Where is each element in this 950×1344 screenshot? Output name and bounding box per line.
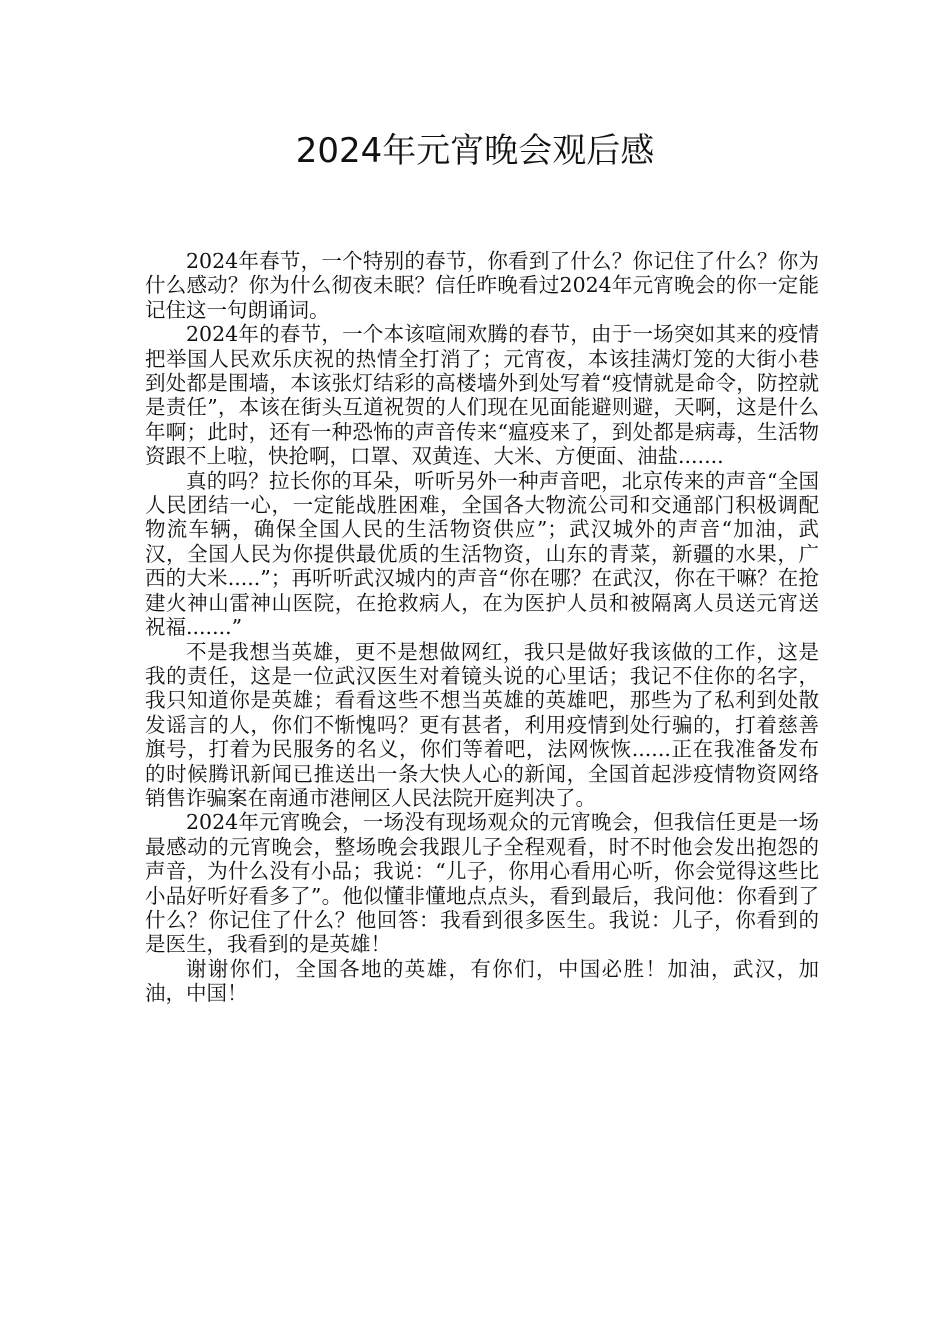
paragraph: 谢谢你们，全国各地的英雄，有你们，中国必胜！加油，武汉，加油，中国！ — [145, 956, 819, 1006]
paragraph: 2024年元宵晚会，一场没有现场观众的元宵晚会，但我信任更是一场最感动的元宵晚会，整场晚会我跟儿子全程观看，时不时他会发出抱怨的声音，为什么没有小品；我说：“儿子，你用心看用心听，你会觉得这些比小品好听好看多了”。他似懂非懂地点点头，看到最后，我问他：你看到了什么？你记住了什么？他回答：我看到很多医生。我说：儿子，你看到的是医生，我看到的是英雄！ — [145, 810, 819, 957]
paragraph: 不是我想当英雄，更不是想做网红，我只是做好我该做的工作，这是我的责任，这是一位武汉医生对着镜头说的心里话；我记不住你的名字，我只知道你是英雄；看看这些不想当英雄的英雄吧，那些为了私利到处散发谣言的人，你们不惭愧吗？更有甚者，利用疫情到处行骗的，打着慈善旗号，打着为民服务的名义，你们等着吧，法网恢恢......正在我准备发布的时候腾讯新闻已推送出一条大快人心的新闻，全国首起涉疫情物资网络销售诈骗案在南通市港闸区人民法院开庭判决了。 — [145, 639, 819, 810]
paragraph: 2024年的春节，一个本该喧闹欢腾的春节，由于一场突如其来的疫情把举国人民欢乐庆祝的热情全打消了；元宵夜，本该挂满灯笼的大街小巷到处都是围墙，本该张灯结彩的高楼墙外到处写着“疫情就是命令，防控就是责任”，本该在街头互道祝贺的人们现在见面能避则避，天啊，这是什么年啊；此时，还有一种恐怖的声音传来“瘟疫来了，到处都是病毒，生活物资跟不上啦，快抢啊，口罩、双黄连、大米、方便面、油盐....... — [145, 322, 819, 469]
document-title: 2024年元宵晚会观后感 — [295, 131, 655, 171]
paragraph: 2024年春节，一个特别的春节，你看到了什么？你记住了什么？你为什么感动？你为什么彻夜未眠？信任昨晚看过2024年元宵晚会的你一定能记住这一句朗诵词。 — [145, 249, 819, 322]
paragraph: 真的吗？拉长你的耳朵，听听另外一种声音吧，北京传来的声音“全国人民团结一心，一定能战胜困难，全国各大物流公司和交通部门积极调配物流车辆，确保全国人民的生活物资供应”；武汉城外的声音“加油，武汉，全国人民为你提供最优质的生活物资，山东的青菜，新疆的水果，广西的大米.....”；再听听武汉城内的声音“你在哪？在武汉，你在干嘛？在抢建火神山雷神山医院，在抢救病人，在为医护人员和被隔离人员送元宵送祝福.......” — [145, 468, 819, 640]
document-body — [145, 249, 819, 1006]
